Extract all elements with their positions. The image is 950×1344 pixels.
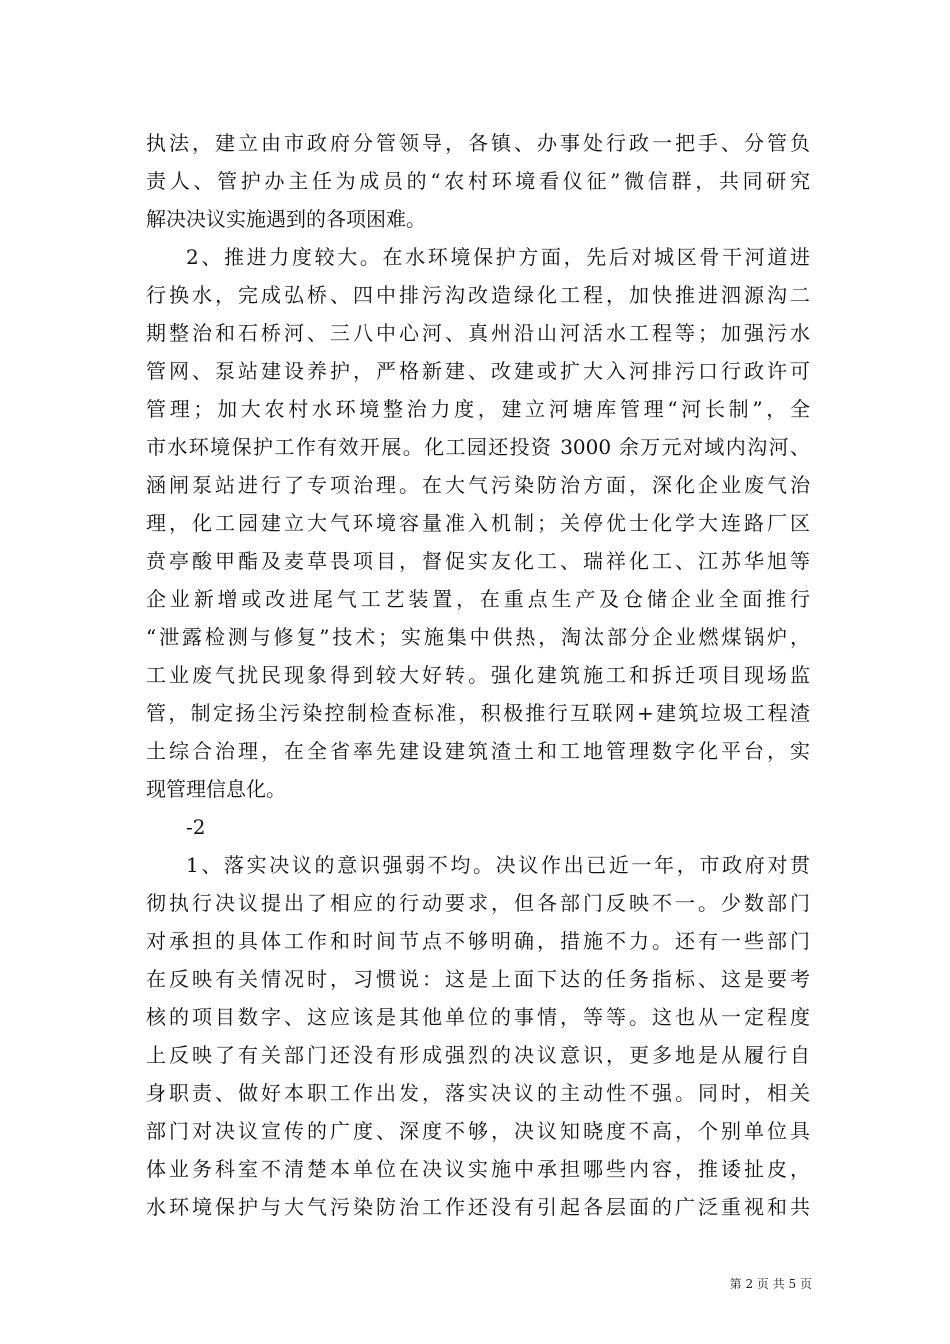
page-marker: -2 <box>186 815 206 839</box>
text-line: 解决决议实施遇到的各项困难。 <box>146 207 426 231</box>
text-line: 管理；加大农村水环境整治力度，建立河塘库管理“河长制”，全 <box>146 397 810 421</box>
text-line: 管，制定扬尘污染控制检查标准，积极推行互联网+建筑垃圾工程渣 <box>146 701 810 725</box>
text-line: 现管理信息化。 <box>146 777 286 801</box>
body-text <box>146 124 810 1226</box>
text-line: 行换水，完成弘桥、四中排污沟改造绿化工程，加快推进泗源沟二 <box>146 283 810 307</box>
text-line: 贲亭酸甲酯及麦草畏项目，督促实友化工、瑞祥化工、江苏华旭等 <box>146 549 810 573</box>
text-line: 上反映了有关部门还没有形成强烈的决议意识，更多地是从履行自 <box>146 1043 810 1067</box>
page-number-footer: 第 2 页 共 5 页 <box>729 1277 812 1291</box>
text-line: 管网、泵站建设养护，严格新建、改建或扩大入河排污口行政许可 <box>146 359 810 383</box>
text-line: 企业新增或改进尾气工艺装置，在重点生产及仓储企业全面推行 <box>146 587 810 611</box>
text-line: 对承担的具体工作和时间节点不够明确，措施不力。还有一些部门 <box>146 929 810 953</box>
text-line: 涵闸泵站进行了专项治理。在大气污染防治方面，深化企业废气治 <box>146 473 810 497</box>
text-line: 市水环境保护工作有效开展。化工园还投资 3000 余万元对域内沟河、 <box>146 435 810 459</box>
text-line: 部门对决议宣传的广度、深度不够，决议知晓度不高，个别单位具 <box>146 1119 810 1143</box>
text-line: 执法，建立由市政府分管领导，各镇、办事处行政一把手、分管负 <box>146 131 810 155</box>
text-line: 体业务科室不清楚本单位在决议实施中承担哪些内容，推诿扯皮， <box>146 1157 810 1181</box>
text-line: 在反映有关情况时，习惯说：这是上面下达的任务指标、这是要考 <box>146 967 810 991</box>
text-line: 责人、管护办主任为成员的“农村环境看仪征”微信群，共同研究 <box>146 169 810 193</box>
text-line: 核的项目数字、这应该是其他单位的事情，等等。这也从一定程度 <box>146 1005 810 1029</box>
text-line: 身职责、做好本职工作出发，落实决议的主动性不强。同时，相关 <box>146 1081 810 1105</box>
text-line: 理，化工园建立大气环境容量准入机制；关停优士化学大连路厂区 <box>146 511 810 535</box>
text-line: 水环境保护与大气污染防治工作还没有引起各层面的广泛重视和共 <box>146 1195 810 1219</box>
text-line: 期整治和石桥河、三八中心河、真州沿山河活水工程等；加强污水 <box>146 321 810 345</box>
text-line: “泄露检测与修复”技术；实施集中供热，淘汰部分企业燃煤锅炉， <box>146 625 810 649</box>
text-line: 2、推进力度较大。在水环境保护方面，先后对城区骨干河道进 <box>186 245 810 269</box>
text-line: 工业废气扰民现象得到较大好转。强化建筑施工和拆迁项目现场监 <box>146 663 810 687</box>
text-line: 土综合治理，在全省率先建设建筑渣土和工地管理数字化平台，实 <box>146 739 810 763</box>
text-line: 1、落实决议的意识强弱不均。决议作出已近一年，市政府对贯 <box>186 853 810 877</box>
text-line: 彻执行决议提出了相应的行动要求，但各部门反映不一。少数部门 <box>146 891 810 915</box>
